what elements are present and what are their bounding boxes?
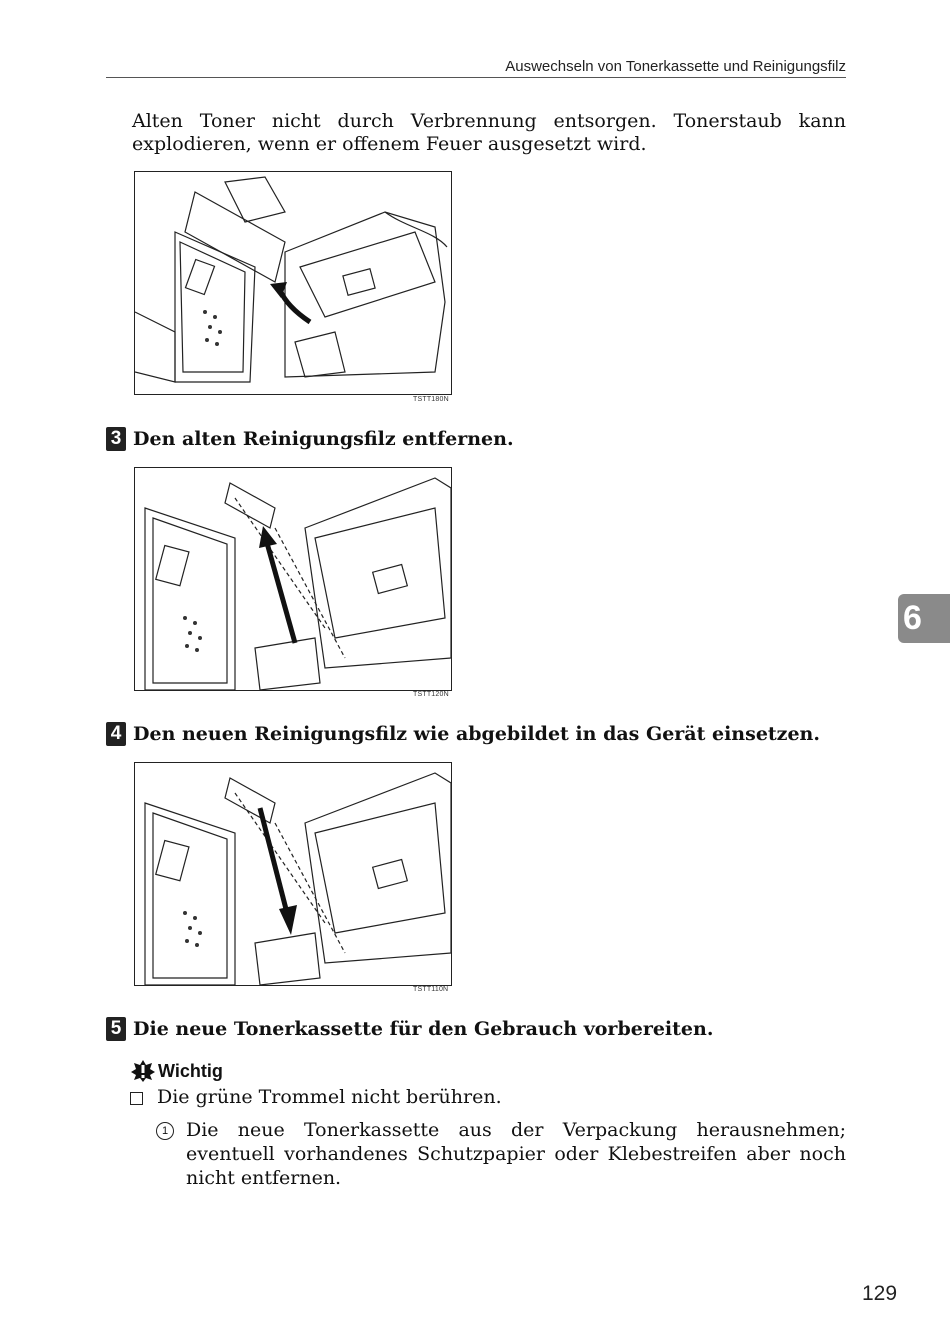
step-text: Den alten Reinigungsfilz entfernen.: [133, 428, 514, 450]
step-text: Den neuen Reinigungsfilz wie abgebildet in das Gerät einsetzen.: [133, 723, 820, 745]
figure-label: TSTT180N: [413, 396, 449, 403]
important-heading: [130, 1059, 223, 1083]
figure-label: TSTT120N: [413, 691, 449, 698]
step-number: 4: [106, 722, 126, 746]
substep-1: [156, 1118, 846, 1190]
step-number: 3: [106, 427, 126, 451]
chapter-tab: 6: [898, 594, 950, 643]
step-text: Die neue Tonerkassette für den Gebrauch vorbereiten.: [133, 1018, 714, 1040]
bullet-text: Die grüne Trommel nicht berühren.: [157, 1086, 502, 1108]
page-number: 129: [862, 1282, 898, 1305]
warning-icon: [130, 1059, 156, 1083]
printer-illustration-1: [135, 172, 451, 394]
step-5: [106, 1017, 713, 1041]
running-header: Auswechseln von Tonerkassette und Reinigungsfilz: [505, 58, 846, 75]
important-bullet: [130, 1086, 502, 1108]
substep-number: 1: [156, 1122, 174, 1140]
step-4: [106, 722, 820, 746]
header-rule: [106, 77, 846, 78]
printer-illustration-3: [135, 763, 451, 985]
checkbox-bullet-icon: [130, 1092, 143, 1105]
figure-toner-removal: [134, 171, 452, 395]
printer-illustration-2: [135, 468, 451, 690]
step-number: 5: [106, 1017, 126, 1041]
important-label: Wichtig: [158, 1060, 223, 1081]
figure-felt-insertion: [134, 762, 452, 986]
figure-label: TSTT110N: [413, 986, 449, 993]
figure-felt-removal: [134, 467, 452, 691]
substep-text: Die neue Tonerkassette aus der Verpackung herausnehmen; eventuell vorhandenes Schutzpapier oder Klebestreifen aber noch nicht entfernen.: [186, 1119, 846, 1189]
step-3: [106, 427, 514, 451]
intro-paragraph: Alten Toner nicht durch Verbrennung entsorgen. Tonerstaub kann explodieren, wenn er offenem Feuer ausgesetzt wird.: [132, 110, 846, 155]
